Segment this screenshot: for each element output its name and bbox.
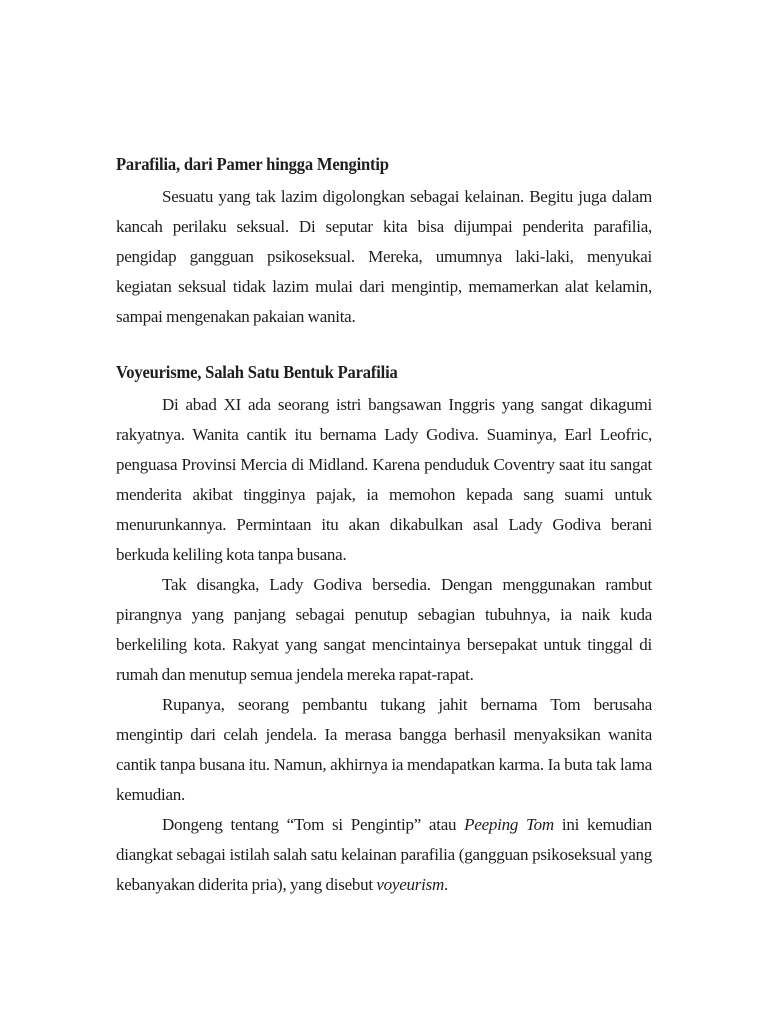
text-run: . <box>443 875 448 894</box>
paragraph: Rupanya, seorang pembantu tukang jahit bernama Tom berusaha mengintip dari celah jendela. Ia merasa bangga berhasil menyaksikan wanita cantik tanpa busana itu. Namun, akhirnya ia mendapatkan karma. Ia buta tak lama kemudian. <box>116 695 652 804</box>
italic-term-voyeurism: voyeurism <box>376 875 444 894</box>
paragraph: Tak disangka, Lady Godiva bersedia. Dengan menggunakan rambut pirangnya yang panjang sebagai penutup sebagian tubuhnya, ia naik kuda berkeliling kota. Rakyat yang sangat mencintainya bersepakat untuk tinggal di rumah dan menutup semua jendela mereka rapat-rapat. <box>116 575 652 684</box>
section-parafilia <box>116 152 652 332</box>
text-run: ini kemudian diangkat sebagai istilah salah satu kelainan parafilia (gangguan psikoseksual yang kebanyakan diderita pria), yang disebut <box>116 815 652 894</box>
section-heading: Voyeurisme, Salah Satu Bentuk Parafilia <box>116 362 398 382</box>
paragraph-last <box>116 810 652 900</box>
document-page <box>116 152 652 900</box>
section-voyeurisme <box>116 360 652 900</box>
text-run: Dongeng tentang “Tom si Pengintip” atau <box>162 815 465 834</box>
paragraph: Sesuatu yang tak lazim digolongkan sebagai kelainan. Begitu juga dalam kancah perilaku seksual. Di seputar kita bisa dijumpai penderita parafilia, pengidap gangguan psikoseksual. Mereka, umumnya laki-laki, menyukai kegiatan seksual tidak lazim mulai dari mengintip, memamerkan alat kelamin, sampai mengenakan pakaian wanita. <box>116 187 652 326</box>
paragraph: Di abad XI ada seorang istri bangsawan Inggris yang sangat dikagumi rakyatnya. Wanita cantik itu bernama Lady Godiva. Suaminya, Earl Leofric, penguasa Provinsi Mercia di Midland. Karena penduduk Coventry saat itu sangat menderita akibat tingginya pajak, ia memohon kepada sang suami untuk menurunkannya. Permintaan itu akan dikabulkan asal Lady Godiva berani berkuda keliling kota tanpa busana. <box>116 395 652 564</box>
italic-term-peeping-tom: Peeping Tom <box>464 815 554 834</box>
section-heading: Parafilia, dari Pamer hingga Mengintip <box>116 154 389 174</box>
